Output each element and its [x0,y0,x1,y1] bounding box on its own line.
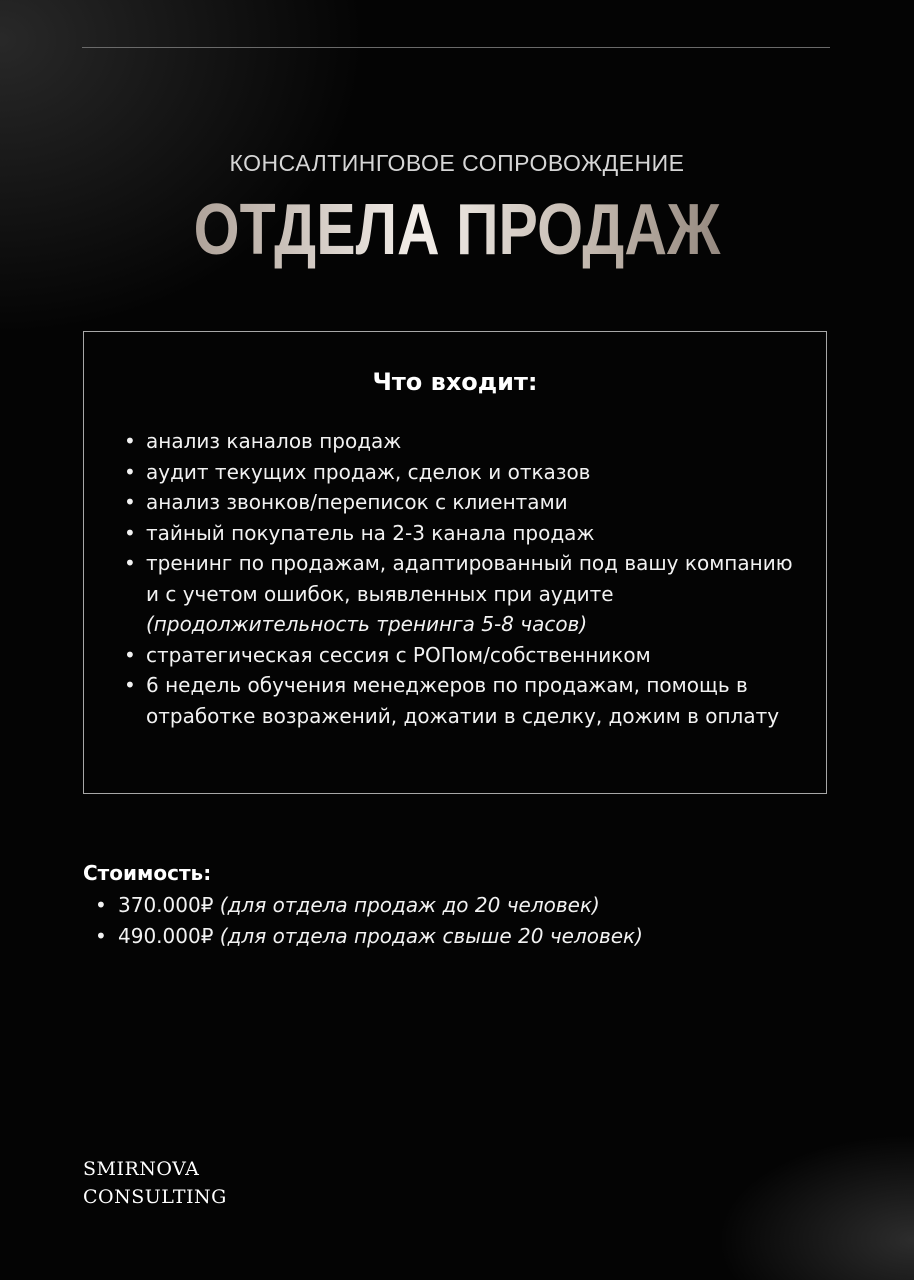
includes-heading: Что входит: [372,368,538,396]
list-item-text: стратегическая сессия с РОПом/собственником [146,642,651,667]
page-subtitle: КОНСАЛТИНГОВОЕ СОПРОВОЖДЕНИЕ [229,150,685,176]
includes-list [122,426,802,731]
page-title: ОТДЕЛА ПРОДАЖ [82,188,831,272]
price-note: (для отдела продаж свыше 20 человек) [219,924,643,948]
list-item-note: (продолжительность тренинга 5-8 часов) [146,612,588,636]
price-value: 490.000₽ [118,924,214,948]
brand-logo [83,1155,227,1211]
brand-logo-line1: SMIRNOVA [83,1158,200,1180]
price-value: 370.000₽ [118,893,214,917]
price-item [95,921,643,952]
list-item [122,670,802,731]
price-note: (для отдела продаж до 20 человек) [219,893,600,917]
list-item-text: аудит текущих продаж, сделок и отказов [146,459,591,484]
list-item [122,487,802,518]
list-item-text: анализ звонков/переписок с клиентами [146,490,568,514]
list-item [122,640,802,671]
list-item-text: тайный покупатель на 2-3 канала продаж [146,520,595,545]
list-item [122,426,802,457]
includes-panel [83,331,827,794]
list-item [122,457,802,488]
list-item-text: анализ каналов продаж [146,429,402,453]
pricing-heading: Стоимость: [83,861,212,885]
list-item-text: тренинг по продажам, адаптированный под вашу компанию и с учетом ошибок, выявленных при аудите [146,551,793,606]
list-item-text: 6 недель обучения менеджеров по продажам, помощь в отработке возражений, дожатии в сделку, дожим в оплату [146,673,780,728]
list-item [122,518,802,549]
top-divider [82,47,830,48]
pricing-list [95,890,643,952]
list-item [122,548,802,640]
brand-logo-line2: CONSULTING [83,1186,227,1208]
price-item [95,890,643,921]
